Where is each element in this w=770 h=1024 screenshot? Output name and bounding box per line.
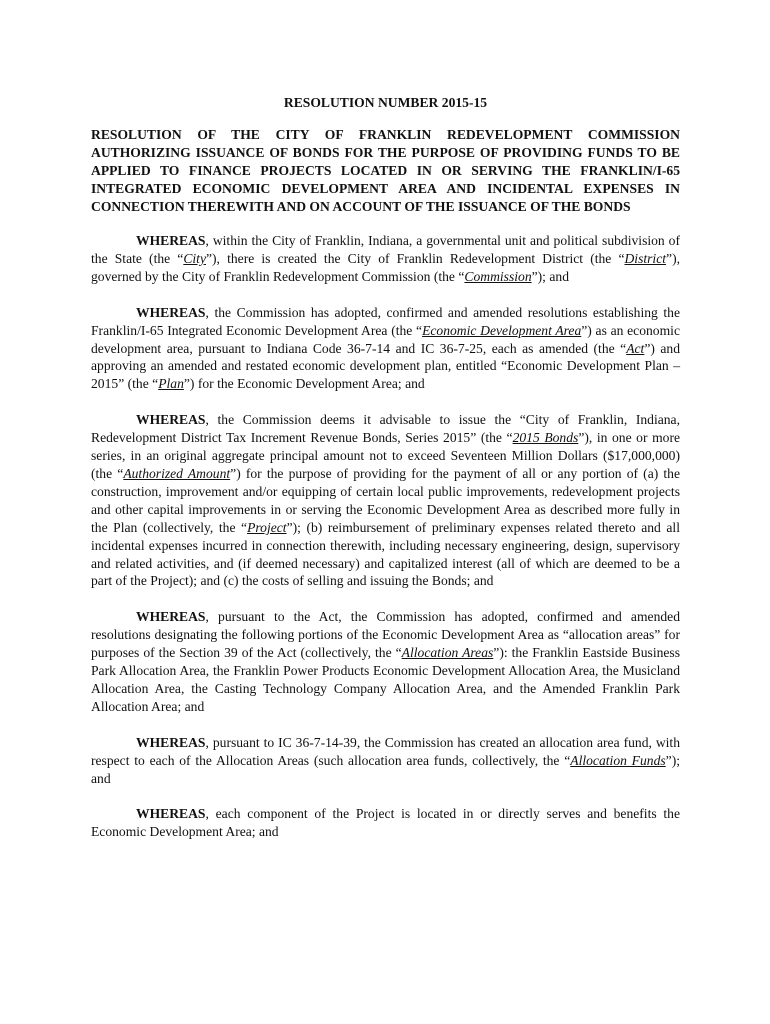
whereas-paragraph-4 [91, 608, 680, 715]
resolution-heading: RESOLUTION OF THE CITY OF FRANKLIN REDEVELOPMENT COMMISSION AUTHORIZING ISSUANCE OF BONDS FOR THE PURPOSE OF PROVIDING FUNDS TO BE APPLIED TO FINANCE PROJECTS LOCATED IN OR SERVING THE FRANKLIN/I-65 INTEGRATED ECONOMIC DEVELOPMENT AREA AND INCIDENTAL EXPENSES IN CONNECTION THEREWITH AND ON ACCOUNT OF THE ISSUANCE OF THE BONDS [91, 127, 680, 214]
defined-term-district: District [624, 250, 667, 266]
paragraph-text: ”) for the purpose of providing for the payment of all or any portion of (a) the construction, improvement and/or equipping of certain local public improvements, redevelopment projects and other capital improvements in or serving the Economic Development Area as described more fully in the Plan (collectively, the “ [91, 465, 680, 535]
paragraph-text: ”) and approving an amended and restated economic development plan, entitled “Economic Development Plan – 2015” (the “ [91, 340, 680, 392]
whereas-label: WHEREAS [136, 233, 206, 248]
whereas-label: WHEREAS [136, 609, 206, 625]
paragraph-text: ”); and [91, 752, 681, 786]
resolution-number-title: RESOLUTION NUMBER 2015-15 [283, 95, 488, 110]
paragraph-text: ”), in one or more series, in an original aggregate principal amount not to exceed Seventeen Million Dollars ($17,000,000) (the “ [91, 430, 680, 481]
paragraph-text: , the Commission deems it advisable to issue the “City of Franklin, Indiana, Redevelopment District Tax Increment Revenue Bonds, Series 2015” (the “ [91, 412, 680, 446]
whereas-label: WHEREAS [136, 304, 206, 320]
defined-term-city: City [183, 250, 206, 266]
defined-term-allocation-funds: Allocation Funds [570, 752, 666, 768]
defined-term-allocation-areas: Allocation Areas [401, 645, 494, 661]
paragraph-text: ”) for the Economic Development Area; and [183, 376, 425, 392]
whereas-paragraph-1 [91, 232, 680, 286]
paragraph-text: , the Commission has adopted, confirmed and amended resolutions establishing the Franklin/I-65 Integrated Economic Development Area (the “ [91, 304, 680, 338]
whereas-paragraph-5 [91, 734, 680, 788]
whereas-label: WHEREAS [136, 412, 206, 428]
defined-term-commission: Commission [464, 268, 532, 284]
defined-term-authorized-amount: Authorized Amount [123, 465, 231, 481]
whereas-paragraph-2 [91, 304, 680, 394]
defined-term-economic-development-area: Economic Development Area [422, 322, 582, 338]
paragraph-text: , pursuant to the Act, the Commission has adopted, confirmed and amended resolutions designating the following portions of the Economic Development Area as “allocation areas” for purposes of the Section 39 of the Act (collectively, the “ [91, 609, 680, 661]
paragraph-text: ”); (b) reimbursement of preliminary expenses related thereto and all incidental expenses incurred in connection therewith, including necessary engineering, design, supervisory and related activities, and (if deemed necessary) and capitalized interest (all of which are deemed to be a part of the Project); and (c) the costs of selling and issuing the Bonds; and [91, 519, 680, 589]
defined-term-2015-bonds: 2015 Bonds [512, 430, 579, 446]
defined-term-project: Project [247, 519, 287, 535]
defined-term-plan: Plan [158, 376, 184, 392]
whereas-label: WHEREAS [136, 806, 206, 822]
whereas-label: WHEREAS [136, 734, 206, 750]
defined-term-act: Act [626, 340, 645, 356]
paragraph-text: ”); and [531, 268, 569, 284]
paragraph-text: , within the City of Franklin, Indiana, a governmental unit and political subdivision of the State (the “ [91, 233, 680, 266]
paragraph-text: , each component of the Project is located in or directly serves and benefits the Economic Development Area; and [91, 806, 680, 840]
whereas-paragraph-6 [91, 805, 680, 841]
paragraph-text: ”) as an economic development area, pursuant to Indiana Code 36-7-14 and IC 36-7-25, each as amended (the “ [91, 322, 680, 356]
paragraph-text: ”), governed by the City of Franklin Redevelopment Commission (the “ [91, 250, 680, 284]
paragraph-text: , pursuant to IC 36-7-14-39, the Commission has created an allocation area fund, with respect to each of the Allocation Areas (such allocation area funds, collectively, the “ [91, 734, 680, 768]
paragraph-text: ”), there is created the City of Franklin Redevelopment District (the “ [206, 250, 625, 266]
paragraph-text: ”): the Franklin Eastside Business Park Allocation Area, the Franklin Power Products Economic Development Allocation Area, the Musicland Allocation Area, the Casting Technology Company Allocation Area, and the Amended Franklin Park Allocation Area; and [91, 645, 681, 714]
whereas-paragraph-3 [91, 411, 680, 590]
